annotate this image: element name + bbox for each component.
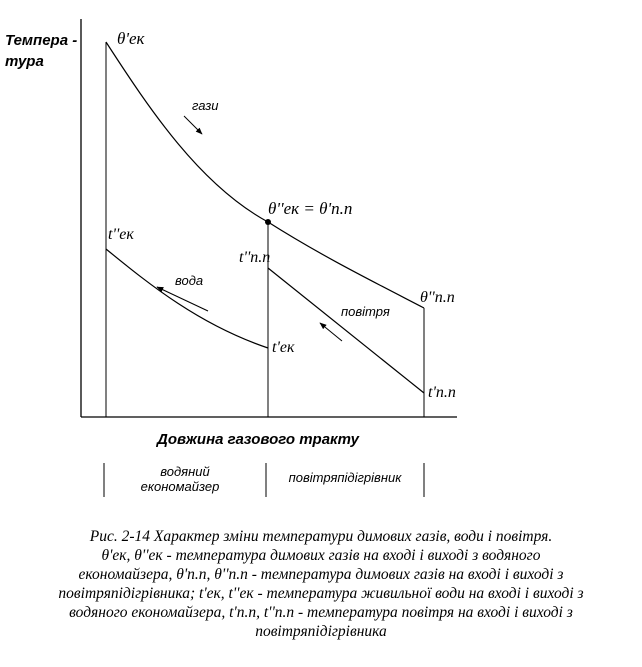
caption-line-1: Рис. 2-14 Характер зміни температури димових газів, води і повітря. (89, 528, 553, 545)
gas-temperature-curve (106, 42, 424, 308)
economizer-section-label-line2: економайзер (140, 479, 220, 494)
gas-direction-arrow (184, 116, 202, 134)
figure-caption (10, 527, 632, 641)
air-outlet-label: t''п.п (239, 249, 271, 266)
water-arrow-label: вода (175, 273, 204, 288)
caption-line-4: повітряпідігрівника; t'ек, t''ек - температура живильної води на вході і виході з (58, 585, 584, 602)
air-direction-arrow (320, 323, 342, 341)
air-heater-section-label: повітряпідігрівник (288, 470, 402, 485)
air-temperature-line (268, 268, 424, 393)
gas-arrow-label: гази (192, 98, 219, 113)
air-arrow-label: повітря (341, 304, 390, 319)
water-inlet-label: t'ек (272, 339, 295, 356)
gas-junction-label: θ''ек = θ'п.п (268, 199, 353, 218)
caption-line-6: повітряпідігрівника (255, 623, 387, 640)
gas-inlet-label: θ'ек (117, 29, 145, 48)
air-inlet-label: t'п.п (428, 384, 456, 401)
caption-line-5: водяного економайзера, t'п.п, t''п.п - температура повітря на вході і виході з (69, 604, 573, 621)
caption-line-2: θ'ек, θ''ек - температура димових газів на вході і виході з водяного (101, 547, 541, 564)
gas-junction-point (265, 219, 271, 225)
y-axis-label-line1: Темпера - (5, 32, 78, 49)
caption-line-3: економайзера, θ'п.п, θ''п.п - температура димових газів на вході і виході з (78, 566, 564, 583)
y-axis-label-line2: тура (5, 53, 44, 70)
gas-outlet-label: θ''п.п (420, 289, 455, 306)
water-direction-arrow (157, 287, 208, 311)
x-axis-label: Довжина газового тракту (157, 431, 359, 448)
water-outlet-label: t''ек (108, 226, 134, 243)
economizer-section-label-line1: водяний (160, 464, 210, 479)
